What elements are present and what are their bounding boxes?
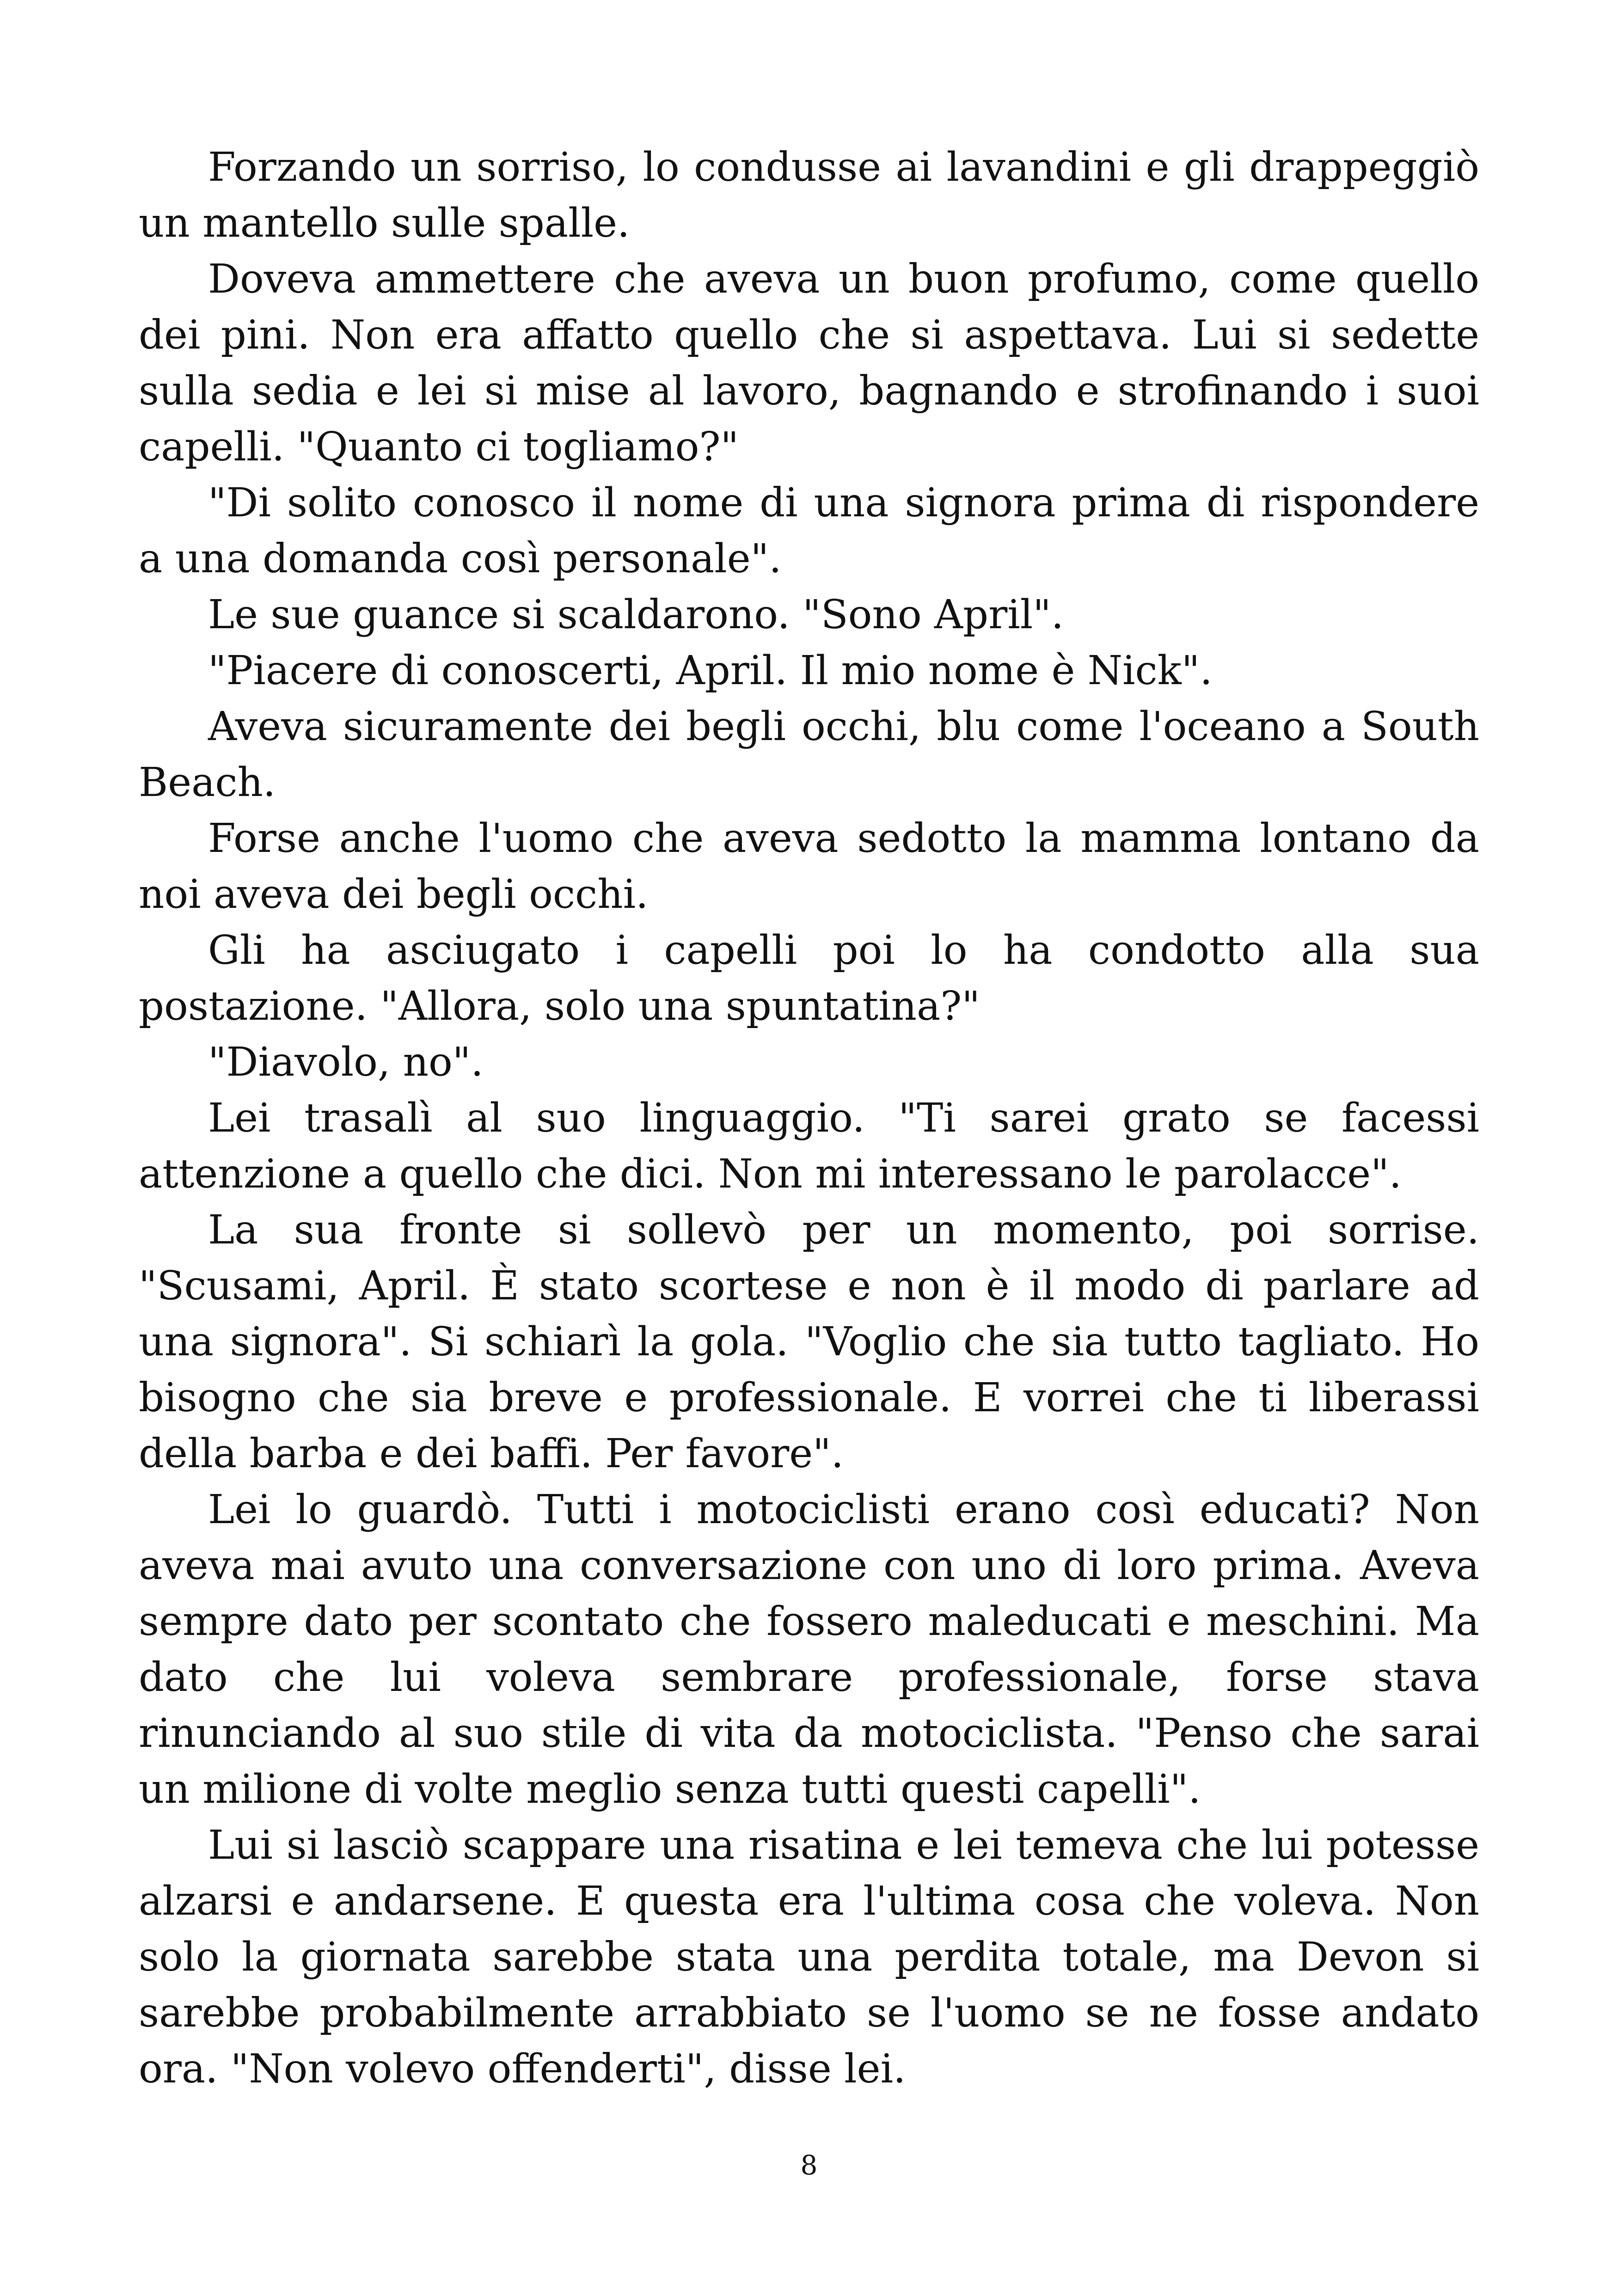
paragraph: Le sue guance si scaldarono. "Sono April". xyxy=(208,592,1064,638)
paragraph: "Diavolo, no". xyxy=(208,1039,484,1085)
paragraph: Lui si lasciò scappare una risatina e lei temeva che lui potesse alzarsi e andarsene. E questa era l'ultima cosa che voleva. Non solo la giornata sarebbe stata una perdita totale, ma Devon si sarebbe probabilmente arrabbiato se l'uomo se ne fosse andato ora. "Non volevo offenderti", disse lei. xyxy=(139,1822,1479,2092)
page-number: 8 xyxy=(800,2149,818,2181)
paragraph: Forse anche l'uomo che aveva sedotto la mamma lontano da noi aveva dei begli occhi. xyxy=(139,815,1479,918)
paragraph: Gli ha asciugato i capelli poi lo ha condotto alla sua postazione. "Allora, solo una spuntatina?" xyxy=(139,927,1479,1029)
paragraph: Lei trasalì al suo linguaggio. "Ti sarei grato se facessi attenzione a quello che dici. Non mi interessano le parolacce". xyxy=(139,1095,1479,1197)
paragraph: "Piacere di conoscerti, April. Il mio nome è Nick". xyxy=(208,648,1213,694)
paragraph: Aveva sicuramente dei begli occhi, blu come l'oceano a South Beach. xyxy=(139,704,1479,806)
paragraph: La sua fronte si sollevò per un momento, poi sorrise. "Scusami, April. È stato scortese e non è il modo di parlare ad una signora". Si schiarì la gola. "Voglio che sia tutto tagliato. Ho bisogno che sia breve e professionale. E vorrei che ti liberassi della barba e dei baffi. Per favore". xyxy=(139,1207,1479,1477)
body-text xyxy=(139,140,1479,2097)
paragraph: Forzando un sorriso, lo condusse ai lavandini e gli drappeggiò un mantello sulle spalle. xyxy=(139,144,1479,246)
paragraph: "Di solito conosco il nome di una signora prima di rispondere a una domanda così personale". xyxy=(139,480,1479,582)
paragraph: Lei lo guardò. Tutti i motociclisti erano così educati? Non aveva mai avuto una conversazione con uno di loro prima. Aveva sempre dato per scontato che fossero maleducati e meschini. Ma dato che lui voleva sembrare professionale, forse stava rinunciando al suo stile di vita da motociclista. "Penso che sarai un milione di volte meglio senza tutti questi capelli". xyxy=(139,1487,1479,1812)
paragraph: Doveva ammettere che aveva un buon profumo, come quello dei pini. Non era affatto quello che si aspettava. Lui si sedette sulla sedia e lei si mise al lavoro, bagnando e strofinando i suoi capelli. "Quanto ci togliamo?" xyxy=(139,256,1479,470)
